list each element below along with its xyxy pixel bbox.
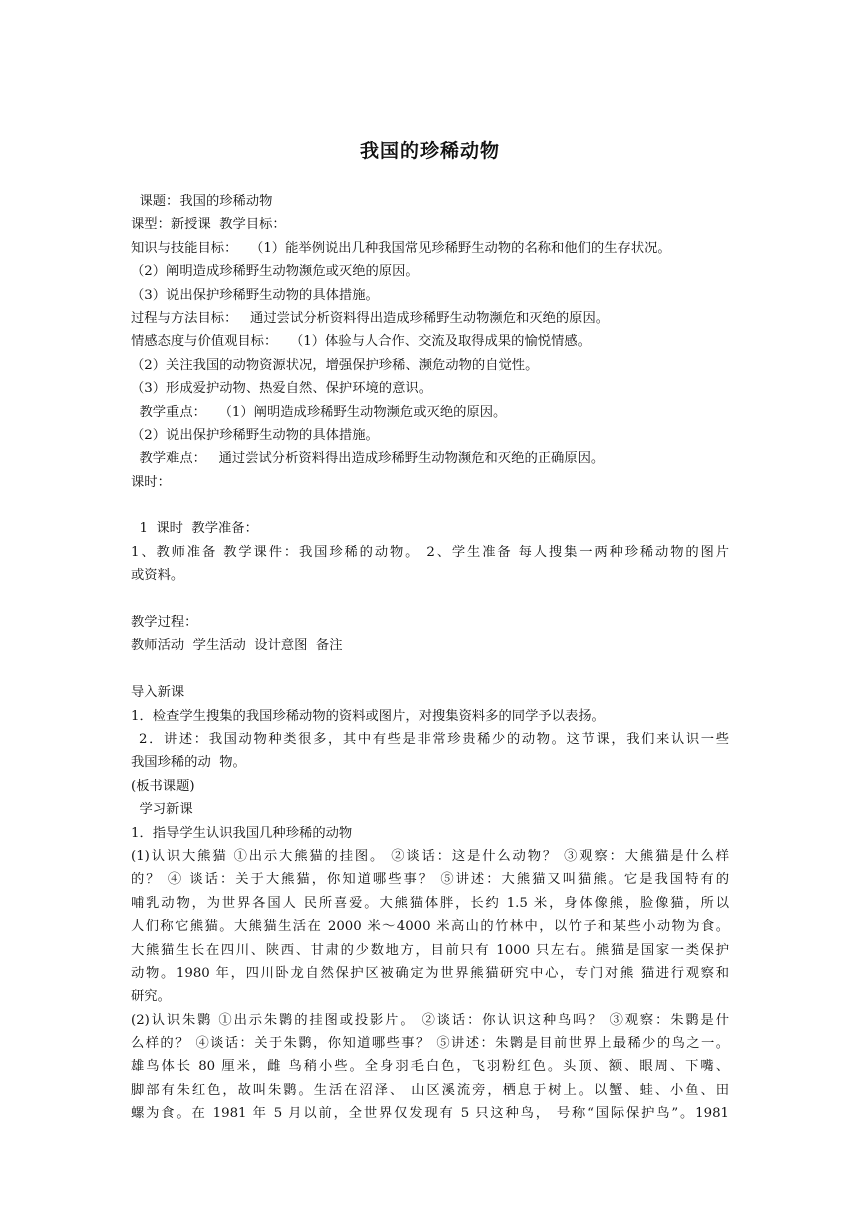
text-line: 情感态度与价值观目标： （1）体验与人合作、交流及取得成果的愉悦情感。 — [131, 334, 591, 350]
text-line: 么样的？ ④谈话：关于朱鹮，你知道哪些事？ ⑤讲述：朱鹮是目前世界上最稀少的鸟之一。 — [131, 1036, 729, 1052]
text-line: 过程与方法目标： 通过尝试分析资料得出造成珍稀野生动物濒危和灭绝的原因。 — [131, 310, 610, 326]
text-line: 我国珍稀的动 物。 — [131, 755, 246, 771]
blank-line — [131, 494, 729, 517]
text-line: 知识与技能目标： （1）能举例说出几种我国常见珍稀野生动物的名称和他们的生存状况。 — [131, 240, 671, 256]
document-body — [131, 190, 729, 1126]
document-title: 我国的珍稀动物 — [359, 140, 500, 162]
text-line: 螺为食。在 1981 年 5 月以前，全世界仅发现有 5 只这种鸟， 号称“国际保护鸟”。1981 — [131, 1106, 729, 1122]
text-line: 动物。1980 年，四川卧龙自然保护区被确定为世界熊猫研究中心，专门对熊 猫进行观察和 — [131, 965, 729, 981]
text-line: 人们称它熊猫。大熊猫生活在 2000 米～4000 米高山的竹林中，以竹子和某些小动物为食。 — [131, 919, 729, 935]
text-line: 1．检查学生搜集的我国珍稀动物的资料或图片，对搜集资料多的同学予以表扬。 — [131, 708, 605, 724]
blank-line — [131, 588, 729, 611]
text-line: 导入新课 — [131, 685, 185, 701]
text-line: 或资料。 — [131, 568, 185, 584]
text-line: 1 课时 教学准备： — [131, 521, 258, 537]
text-line: 教师活动 学生活动 设计意图 备注 — [131, 638, 343, 654]
text-line: 教学过程： — [131, 615, 198, 631]
text-line: （3）形成爱护动物、热爱自然、保护环境的意识。 — [131, 381, 432, 397]
text-line: 的？ ④ 谈话：关于大熊猫，你知道哪些事？ ⑤讲述：大熊猫又叫猫熊。它是我国特有的 — [131, 872, 729, 888]
text-line: 1．指导学生认识我国几种珍稀的动物 — [131, 825, 353, 841]
text-line: (2)认识朱鹮 ①出示朱鹮的挂图或投影片。 ②谈话：你认识这种鸟吗？ ③观察：朱鹮是什 — [131, 1012, 729, 1028]
text-line: （2）阐明造成珍稀野生动物濒危或灭绝的原因。 — [131, 264, 419, 280]
blank-line — [131, 658, 729, 681]
text-line: (1)认识大熊猫 ①出示大熊猫的挂图。 ②谈话：这是什么动物？ ③观察：大熊猫是什么样 — [131, 848, 729, 864]
text-line: 哺乳动物，为世界各国人 民所喜爱。大熊猫体胖，长约 1.5 米，身体像熊，脸像猫，所以 — [131, 895, 729, 911]
text-line: （3）说出保护珍稀野生动物的具体措施。 — [131, 287, 379, 303]
text-line: 教学难点： 通过尝试分析资料得出造成珍稀野生动物濒危和灭绝的正确原因。 — [131, 451, 605, 467]
text-line: 2．讲述：我国动物种类很多，其中有些是非常珍贵稀少的动物。这节课，我们来认识一些 — [139, 731, 729, 747]
text-line: 课时： — [131, 474, 171, 490]
text-line: 学习新课 — [131, 802, 193, 818]
text-line: （2）说出保护珍稀野生动物的具体措施。 — [131, 427, 379, 443]
text-line: 教学重点： （1）阐明造成珍稀野生动物濒危或灭绝的原因。 — [131, 404, 507, 420]
text-line: 雄鸟体长 80 厘米，雌 鸟稍小些。全身羽毛白色，飞羽粉红色。头顶、额、眼周、下嘴、 — [131, 1059, 729, 1075]
text-line: （2）关注我国的动物资源状况，增强保护珍稀、濒危动物的自觉性。 — [131, 357, 539, 373]
text-line: 脚部有朱红色，故叫朱鹮。生活在沼泽、 山区溪流旁，栖息于树上。以蟹、蛙、小鱼、田 — [131, 1082, 729, 1098]
text-line: 课题：我国的珍稀动物 — [131, 194, 273, 209]
text-line: 1、教师准备 教学课件：我国珍稀的动物。 2、学生准备 每人搜集一两种珍稀动物的图片 — [131, 544, 729, 560]
text-line: (板书课题) — [131, 778, 195, 794]
text-line: 大熊猫生长在四川、陕西、甘肃的少数地方，目前只有 1000 只左右。熊猫是国家一类保护 — [131, 942, 729, 958]
text-line: 研究。 — [131, 989, 171, 1005]
text-line: 课型：新授课 教学目标： — [131, 217, 286, 233]
